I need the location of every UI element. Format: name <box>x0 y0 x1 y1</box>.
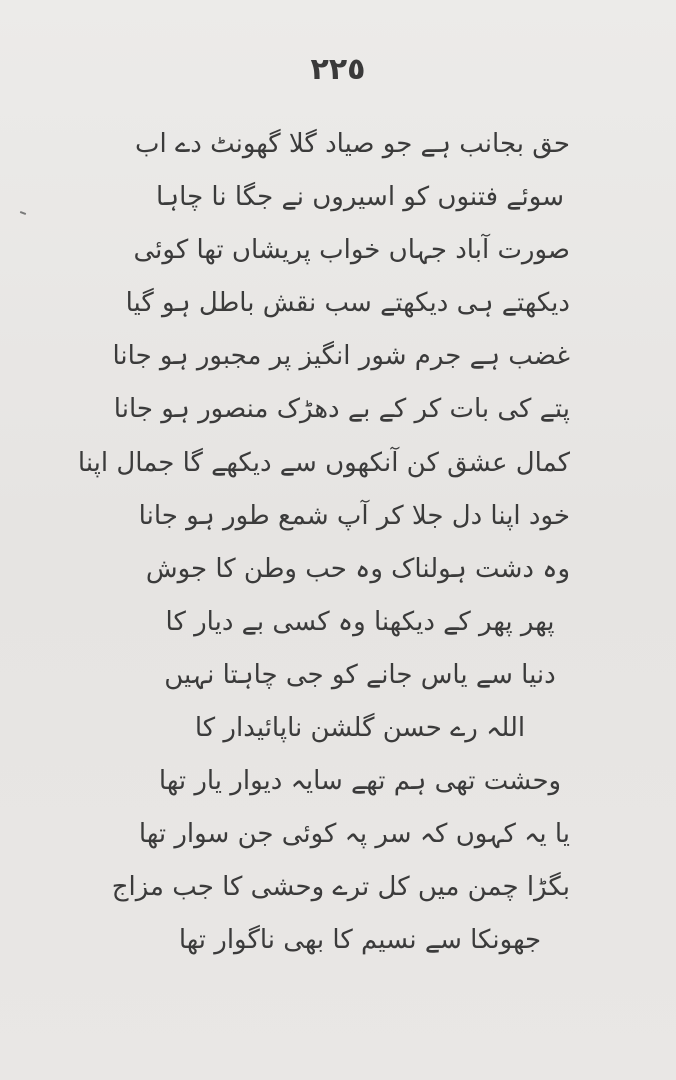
verse-line: پتے کی بات کر کے بے دھڑک منصور ہو جانا <box>113 394 570 425</box>
page-number: ٢٢٥ <box>310 52 366 87</box>
verse-line: جھونکا سے نسیم کا بھی ناگوار تھا <box>178 925 542 956</box>
verse-line: اللہ رے حسن گلشن ناپائیدار کا <box>194 713 526 744</box>
verse-line: وحشت تھی ہم تھے سایہ دیوار یار تھا <box>158 766 562 797</box>
verse-line: غضب ہے جرم شور انگیز پر مجبور ہو جانا <box>112 341 570 372</box>
verse-line: سوئے فتنوں کو اسیروں نے جگا نا چاہا <box>156 182 564 213</box>
ink-speck <box>20 211 26 215</box>
verse-line: یا یہ کہوں کہ سر پہ کوئی جن سوار تھا <box>138 819 570 850</box>
verse-line: وہ دشت ہولناک وہ حب وطن کا جوش <box>145 553 570 584</box>
verse-line: صورت آباد جہاں خواب پریشاں تھا کوئی <box>133 235 570 266</box>
verse-line: بگڑا چمن میں کل ترے وحشی کا جب مزاج <box>111 872 570 903</box>
verse-line: دیکھتے ہی دیکھتے سب نقش باطل ہو گیا <box>125 288 570 319</box>
verse-line: دنیا سے یاس جانے کو جی چاہتا نہیں <box>164 659 556 690</box>
poem-verses <box>77 118 570 968</box>
verse-line: حق بجانب ہے جو صیاد گلا گھونٹ دے اب <box>135 129 570 159</box>
verse-line: کمال عشق کن آنکھوں سے دیکھے گا جمال اپنا <box>77 447 570 478</box>
verse-line: پھر پھر کے دیکھنا وہ کسی بے دیار کا <box>165 606 555 637</box>
verse-line: خود اپنا دل جلا کر آپ شمع طور ہو جانا <box>138 500 570 531</box>
